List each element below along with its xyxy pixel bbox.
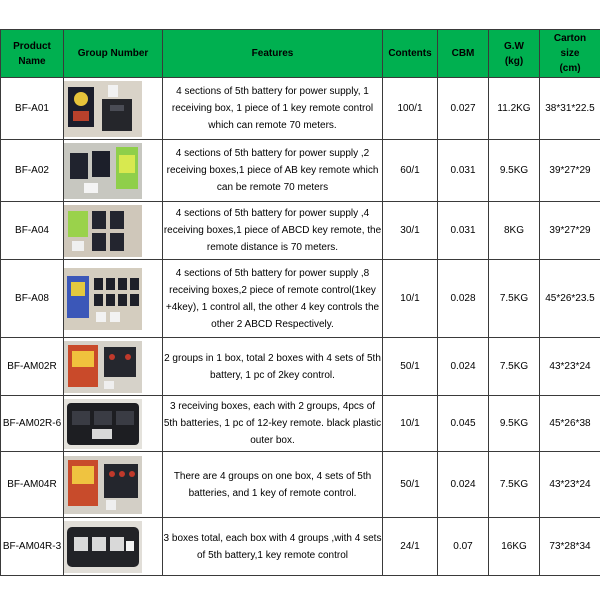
group-image-cell (64, 202, 163, 260)
features-text: 4 sections of 5th battery for power supply ,8 receiving boxes,2 piece of remote control(1key +4key), 1 control all, the other 4 key controls the other 2 ABCD Respectively. (165, 267, 380, 330)
gw-cell: 7.5KG (489, 338, 540, 396)
features-cell (163, 260, 383, 338)
features-cell (163, 396, 383, 452)
cbm-cell: 0.024 (438, 338, 489, 396)
cbm-cell: 0.031 (438, 202, 489, 260)
contents-cell: 10/1 (383, 396, 438, 452)
group-image-cell (64, 452, 163, 518)
gw-cell: 9.5KG (489, 140, 540, 202)
table-row (1, 338, 600, 396)
product-name-cell: BF-AM02R-6 (1, 396, 64, 452)
product-photo-icon (64, 143, 162, 199)
product-name-cell: BF-AM04R (1, 452, 64, 518)
gw-cell: 7.5KG (489, 452, 540, 518)
features-text: There are 4 groups on one box, 4 sets of 5th batteries, and 1 key of remote control. (173, 470, 372, 499)
product-name-cell: BF-A04 (1, 202, 64, 260)
group-image-cell (64, 260, 163, 338)
carton-cell: 38*31*22.5 (540, 78, 600, 140)
product-photo-icon (64, 399, 162, 449)
features-text: 3 boxes total, each box with 4 groups ,with 4 sets of 5th battery,1 key remote control (163, 532, 382, 561)
contents-cell: 60/1 (383, 140, 438, 202)
product-name-cell: BF-A01 (1, 78, 64, 140)
features-cell (163, 338, 383, 396)
product-spec-table (0, 29, 600, 576)
carton-cell: 43*23*24 (540, 452, 600, 518)
group-image-cell (64, 140, 163, 202)
product-photo-icon (64, 268, 162, 330)
table-row (1, 78, 600, 140)
header-group-number: Group Number (64, 30, 163, 78)
group-image-cell (64, 338, 163, 396)
product-photo-icon (64, 341, 162, 393)
gw-cell: 9.5KG (489, 396, 540, 452)
contents-cell: 100/1 (383, 78, 438, 140)
header-gw: G.W (kg) (489, 30, 540, 78)
product-photo-icon (64, 205, 162, 257)
product-name-cell: BF-A08 (1, 260, 64, 338)
product-name-cell: BF-A02 (1, 140, 64, 202)
header-contents: Contents (383, 30, 438, 78)
cbm-cell: 0.045 (438, 396, 489, 452)
product-photo-icon (64, 456, 162, 514)
header-carton-size: Carton size (cm) (540, 30, 600, 78)
group-image-cell (64, 396, 163, 452)
table-row (1, 140, 600, 202)
cbm-cell: 0.027 (438, 78, 489, 140)
cbm-cell: 0.031 (438, 140, 489, 202)
contents-cell: 30/1 (383, 202, 438, 260)
carton-cell: 73*28*34 (540, 518, 600, 576)
product-photo-icon (64, 81, 162, 137)
gw-cell: 7.5KG (489, 260, 540, 338)
contents-cell: 50/1 (383, 452, 438, 518)
table-row (1, 452, 600, 518)
gw-cell: 8KG (489, 202, 540, 260)
carton-cell: 39*27*29 (540, 140, 600, 202)
group-image-cell (64, 518, 163, 576)
features-cell (163, 452, 383, 518)
features-text: 4 sections of 5th battery for power supply ,4 receiving boxes,1 piece of ABCD key remote, the remote distance is 70 meters. (163, 208, 382, 253)
cbm-cell: 0.024 (438, 452, 489, 518)
carton-cell: 45*26*23.5 (540, 260, 600, 338)
features-cell (163, 518, 383, 576)
gw-cell: 11.2KG (489, 78, 540, 140)
cbm-cell: 0.07 (438, 518, 489, 576)
features-text: 4 sections of 5th battery for power supply, 1 receiving box, 1 piece of 1 key remote control which can remote 70 meters. (171, 86, 374, 131)
features-cell (163, 202, 383, 260)
contents-cell: 24/1 (383, 518, 438, 576)
table-row (1, 260, 600, 338)
product-photo-icon (64, 521, 162, 573)
carton-cell: 39*27*29 (540, 202, 600, 260)
table-row (1, 518, 600, 576)
header-cbm: CBM (438, 30, 489, 78)
features-text: 2 groups in 1 box, total 2 boxes with 4 sets of 5th battery, 1 pc of 2key control. (164, 352, 381, 381)
features-cell (163, 140, 383, 202)
features-text: 4 sections of 5th battery for power supply ,2 receiving boxes,1 piece of AB key remote which can be remote 70 meters (166, 148, 379, 193)
features-cell (163, 78, 383, 140)
table-row (1, 396, 600, 452)
carton-cell: 43*23*24 (540, 338, 600, 396)
gw-cell: 16KG (489, 518, 540, 576)
product-name-cell: BF-AM02R (1, 338, 64, 396)
carton-cell: 45*26*38 (540, 396, 600, 452)
contents-cell: 50/1 (383, 338, 438, 396)
contents-cell: 10/1 (383, 260, 438, 338)
header-features: Features (163, 30, 383, 78)
header-product-name: Product Name (1, 30, 64, 78)
features-text: 3 receiving boxes, each with 2 groups, 4pcs of 5th batteries, 1 pc of 12-key remote. black plastic outer box. (163, 401, 382, 446)
header-row (1, 30, 600, 78)
product-name-cell: BF-AM04R-3 (1, 518, 64, 576)
group-image-cell (64, 78, 163, 140)
table-row (1, 202, 600, 260)
cbm-cell: 0.028 (438, 260, 489, 338)
